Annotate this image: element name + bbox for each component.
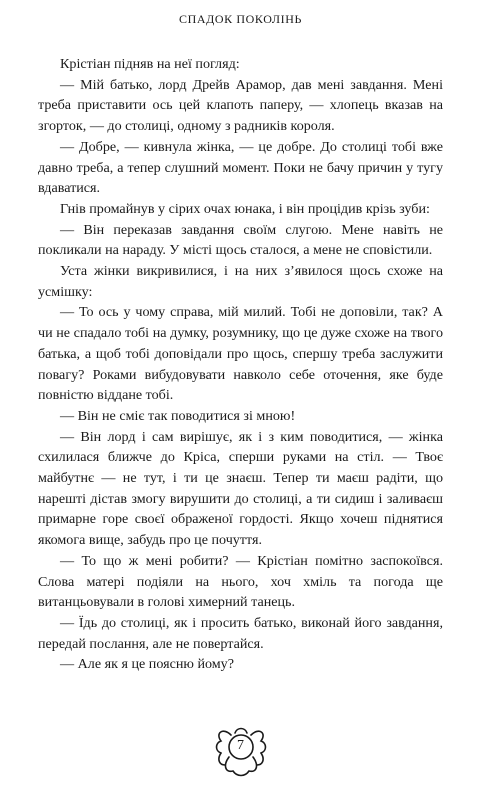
page-number: 7 [237, 738, 244, 753]
running-head: СПАДОК ПОКОЛІНЬ [179, 12, 302, 26]
paragraph: Уста жінки викривилися, і на них з’явилося щось схоже на усмішку: [38, 263, 443, 300]
paragraph: — Але як я це поясню йому? [60, 656, 234, 673]
paragraph: — Він переказав завдання своїм слугою. Мене навіть не покликали на нараду. У місті щось сталося, а мене не сповістили. [38, 221, 443, 259]
paragraph: — Добре, — кивнула жінка, — це добре. До столиці тобі вже давно треба, а тепер слушний момент. Поки не бачу причин у тугу вдаватися. [38, 138, 443, 197]
page-number-folio [209, 721, 273, 779]
paragraph: — То що ж мені робити? — Крістіан помітно заспокоївся. Слова матері подіяли на нього, хоч хміль та погода ще витанцьовували в голові химерний танець. [38, 552, 443, 611]
paragraph: — Він лорд і сам вирішує, як і з ким поводитися, — жінка схилилася ближче до Кріса, сперши руками на стіл. — Твоє майбутнє — не тут, і ти це знаєш. Тепер ти маєш радіти, що нарешті дістав змогу вирушити до столиці, а ти сидиш і заливаєш примарне горе своєї ображеної гордості. Якщо хочеш піднятися якомога вище, забудь про це почуття. [38, 428, 443, 549]
paragraph: — Мій батько, лорд Дрейв Арамор, дав мені завдання. Мені треба приставити ось цей клапоть паперу, — хлопець вказав на згорток, — до столиці, одному з радників короля. [38, 76, 443, 135]
paragraph: Гнів промайнув у сірих очах юнака, і він процідив крізь зуби: [60, 200, 430, 217]
paragraph: Крістіан підняв на неї погляд: [60, 56, 240, 72]
paragraph: — То ось у чому справа, мій милий. Тобі не доповіли, так? А чи не спадало тобі на думку, розумнику, що це дуже схоже на твого батька, а щоб тобі доповідали про щось, спершу треба заслужити повагу? Роками вибудовувати навколо себе оточення, яке буде повністю віддане тобі. [38, 304, 443, 404]
body-text [38, 54, 443, 675]
paragraph: — Він не сміє так поводитися зі мною! [60, 407, 296, 424]
paragraph: — Їдь до столиці, як і просить батько, виконай його завдання, передай послання, але не повертайся. [38, 614, 443, 652]
